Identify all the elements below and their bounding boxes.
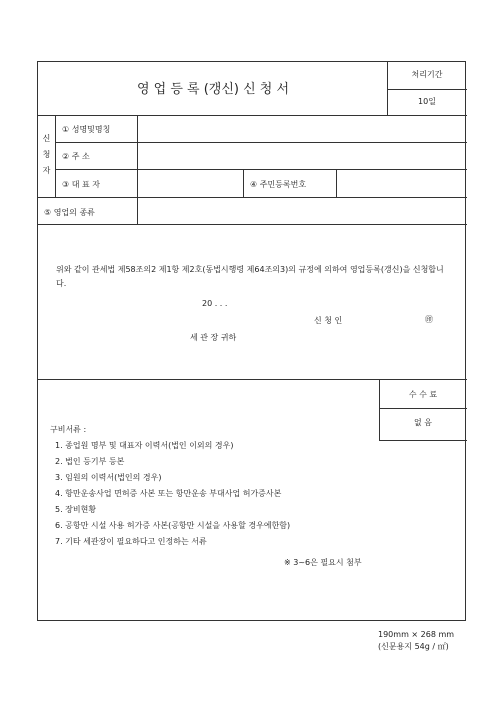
divider [38, 115, 467, 116]
divider [55, 142, 467, 143]
resident-number-label: ④ 주민등록번호 [250, 180, 307, 189]
form-title: 영 업 등 록 (갱신) 신 청 서 [136, 82, 290, 97]
divider [387, 89, 467, 90]
address-label: ② 주 소 [62, 152, 90, 161]
page-size: 190mm × 268 mm [378, 630, 455, 639]
divider [243, 169, 244, 197]
fee-label: 수 수 료 [408, 390, 438, 399]
applicant-char: 신 [42, 134, 51, 143]
document-item: 7. 기타 세관장이 필요하다고 인정하는 서류 [55, 537, 207, 546]
applicant-signature-label: 신 청 인 [314, 316, 343, 325]
divider [38, 197, 467, 198]
divider [379, 440, 467, 441]
fee-value: 없 음 [414, 418, 432, 427]
divider [379, 408, 467, 409]
applicant-char: 청 [42, 150, 51, 159]
divider [38, 379, 467, 380]
business-type-label: ⑤ 영업의 종류 [44, 208, 95, 217]
documents-heading: 구비서류 : [50, 425, 87, 434]
application-form [37, 61, 466, 621]
name-label: ① 성명및명칭 [62, 125, 111, 134]
addressee: 세 관 장 귀하 [190, 333, 237, 342]
seal-mark: ㊞ [425, 315, 433, 324]
document-item: 2. 법인 등기부 등본 [55, 457, 125, 466]
date-line: 20 . . . [202, 299, 228, 308]
document-item: 4. 항만운송사업 면허증 사본 또는 항만운송 부대사업 허가증사본 [55, 489, 282, 498]
divider [55, 115, 56, 197]
document-item: 1. 종업원 명부 및 대표자 이력서(법인 이외의 경우) [55, 441, 234, 450]
applicant-char: 자 [42, 166, 51, 175]
processing-value: 10일 [418, 97, 436, 106]
document-item: 6. 공항만 시설 사용 허가증 사본(공항만 시설을 사용할 경우에한함) [55, 521, 291, 530]
document-item: 3. 임원의 이력서(법인의 경우) [55, 473, 162, 482]
attachment-note: ※ 3~6은 필요시 첨부 [284, 558, 362, 567]
statement-body: 위와 같이 관세법 제58조의2 제1항 제2호(동법시행령 제64조의3)의 규정에 의하여 영업등록(갱신)을 신청합니다. [56, 265, 444, 288]
divider [55, 169, 467, 170]
paper-spec: (신문용지 54g / ㎡) [378, 642, 449, 651]
divider [38, 224, 467, 225]
document-item: 5. 장비현황 [55, 505, 97, 514]
processing-label: 처리기간 [411, 70, 443, 79]
representative-label: ③ 대 표 자 [62, 180, 100, 189]
required-documents [50, 422, 290, 550]
divider [336, 169, 337, 197]
